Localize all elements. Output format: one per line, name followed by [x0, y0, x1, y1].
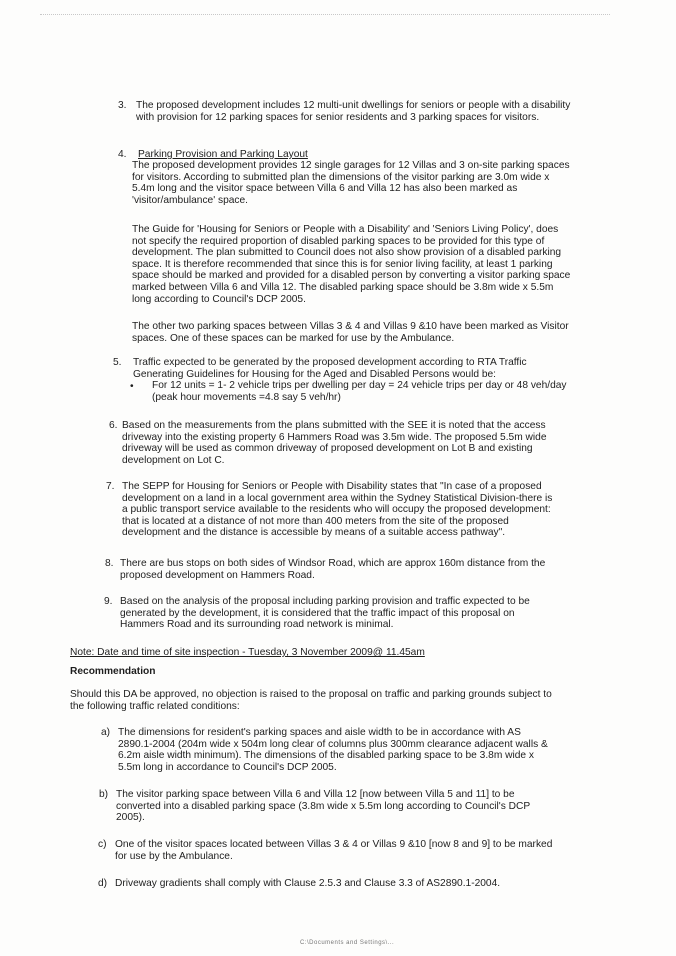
- line: the following traffic related conditions:: [70, 700, 240, 712]
- line: development and the distance is accessible by means of a suitable access pathway".: [122, 527, 506, 539]
- line: Generating Guidelines for Housing for the Aged and Disabled Persons would be:: [133, 368, 497, 380]
- condition-label: b): [99, 789, 109, 800]
- condition-label: d): [98, 878, 108, 889]
- item-number: 8.: [105, 558, 114, 569]
- footer-path: C:\Documents and Settings\...: [300, 940, 395, 946]
- line: space should be marked and provided for a disabled person by converting a visitor parking space: [132, 270, 571, 282]
- line: Hammers Road and its surrounding road network is minimal.: [120, 619, 394, 631]
- item-number: 9.: [104, 596, 113, 607]
- line: with provision for 12 parking spaces for senior residents and 3 parking spaces for visitors.: [136, 111, 540, 123]
- line: (peak hour movements =4.8 say 5 veh/hr): [152, 391, 341, 403]
- line: 6.2m aisle width minimum). The dimensions of the disabled parking space to be 3.8m wide x: [118, 750, 535, 762]
- item-number: 7.: [106, 481, 115, 492]
- item-number: 4.: [118, 149, 127, 160]
- section-heading: Parking Provision and Parking Layout: [138, 149, 308, 160]
- line: generated by the development, it is considered that the traffic impact of this proposal on: [120, 607, 515, 619]
- line: Traffic expected to be generated by the proposed development according to RTA Traffic: [133, 357, 527, 368]
- line: marked between Villa 6 and Villa 12. The disabled parking space should be 3.8m wide x 5.5m: [132, 281, 554, 293]
- line: 2890.1-2004 (204m wide x 504m long clear of columns plus 300mm clearance adjacent walls &: [118, 738, 548, 750]
- line: for visitors. According to submitted plan the dimensions of the visitor parking are 3.0m wide x: [132, 171, 550, 183]
- line: The SEPP for Housing for Seniors or People with Disability states that "In case of a proposed: [122, 481, 542, 492]
- line: The dimensions for resident's parking spaces and aisle width to be in accordance with AS: [118, 727, 521, 738]
- condition-label: c): [98, 839, 107, 850]
- line: proposed development on Hammers Road.: [120, 569, 315, 581]
- line: converted into a disabled parking space (3.8m wide x 5.5m long according to Council's DCP: [116, 800, 531, 812]
- line: The other two parking spaces between Villas 3 & 4 and Villas 9 &10 have been marked as Visitor: [132, 321, 569, 332]
- line: development. The plan submitted to Council does not also show provision of a disabled parking: [132, 247, 562, 259]
- line: space. It is therefore recommended that since this is for senior living facility, at least 1 parking: [132, 258, 553, 270]
- condition-label: a): [101, 727, 111, 738]
- line: 5.5m long in accordance to Council's DCP 2005.: [118, 761, 337, 773]
- recommendation-heading: Recommendation: [70, 666, 156, 677]
- line: There are bus stops on both sides of Windsor Road, which are approx 160m distance from the: [120, 558, 546, 569]
- line: Driveway gradients shall comply with Clause 2.5.3 and Clause 3.3 of AS2890.1-2004.: [115, 878, 501, 889]
- item-number: 5.: [113, 357, 122, 368]
- line: spaces. One of these spaces can be marked for use by the Ambulance.: [132, 332, 455, 344]
- line: driveway will be used as common driveway of proposed development on Lot B and existing: [122, 443, 533, 455]
- item-number: 6.: [109, 420, 118, 431]
- line: 'visitor/ambulance' space.: [132, 194, 249, 206]
- line: The proposed development provides 12 single garages for 12 Villas and 3 on-site parking spaces: [132, 160, 570, 171]
- line: Based on the measurements from the plans submitted with the SEE it is noted that the access: [122, 420, 546, 431]
- line: for use by the Ambulance.: [115, 850, 233, 862]
- line: a public transport service available to the residents who will occupy the proposed development:: [122, 504, 551, 516]
- line: that is located at a distance of not more than 400 meters from the site of the proposed: [122, 515, 509, 527]
- line: Based on the analysis of the proposal including parking provision and traffic expected to be: [120, 596, 530, 607]
- line: development on a land in a local government area within the Sydney Statistical Division-there is: [122, 492, 553, 504]
- line: One of the visitor spaces located between Villas 3 & 4 or Villas 9 &10 [now 8 and 9] to be marked: [115, 839, 553, 850]
- item-number: 3.: [118, 100, 127, 111]
- line: 5.4m long and the visitor space between Villa 6 and Villa 12 has also been marked as: [132, 183, 518, 195]
- scan-noise: [40, 14, 610, 17]
- recommendation-intro: [70, 689, 610, 712]
- line: The Guide for 'Housing for Seniors or People with a Disability' and 'Seniors Living Policy', does: [132, 224, 559, 235]
- line: long according to Council's DCP 2005.: [132, 293, 306, 305]
- line: The proposed development includes 12 multi-unit dwellings for seniors or people with a disability: [136, 100, 571, 111]
- bullet-icon: •: [130, 381, 134, 392]
- line: 2005).: [116, 812, 145, 824]
- line: not specify the required proportion of disabled parking spaces to be provided for this type of: [132, 235, 545, 247]
- line: The visitor parking space between Villa 6 and Villa 12 [now between Villa 5 and 11] to be: [116, 789, 515, 800]
- line: Should this DA be approved, no objection is raised to the proposal on traffic and parking grounds subject to: [70, 689, 552, 700]
- line: For 12 units = 1- 2 vehicle trips per dwelling per day = 24 vehicle trips per day or 48 veh/day: [152, 380, 567, 391]
- line: driveway into the existing property 6 Hammers Road was 3.5m wide. The proposed 5.5m wide: [122, 431, 547, 443]
- line: development on Lot C.: [122, 454, 225, 466]
- site-inspection-note: Note: Date and time of site inspection - Tuesday, 3 November 2009@ 11.45am: [70, 647, 425, 658]
